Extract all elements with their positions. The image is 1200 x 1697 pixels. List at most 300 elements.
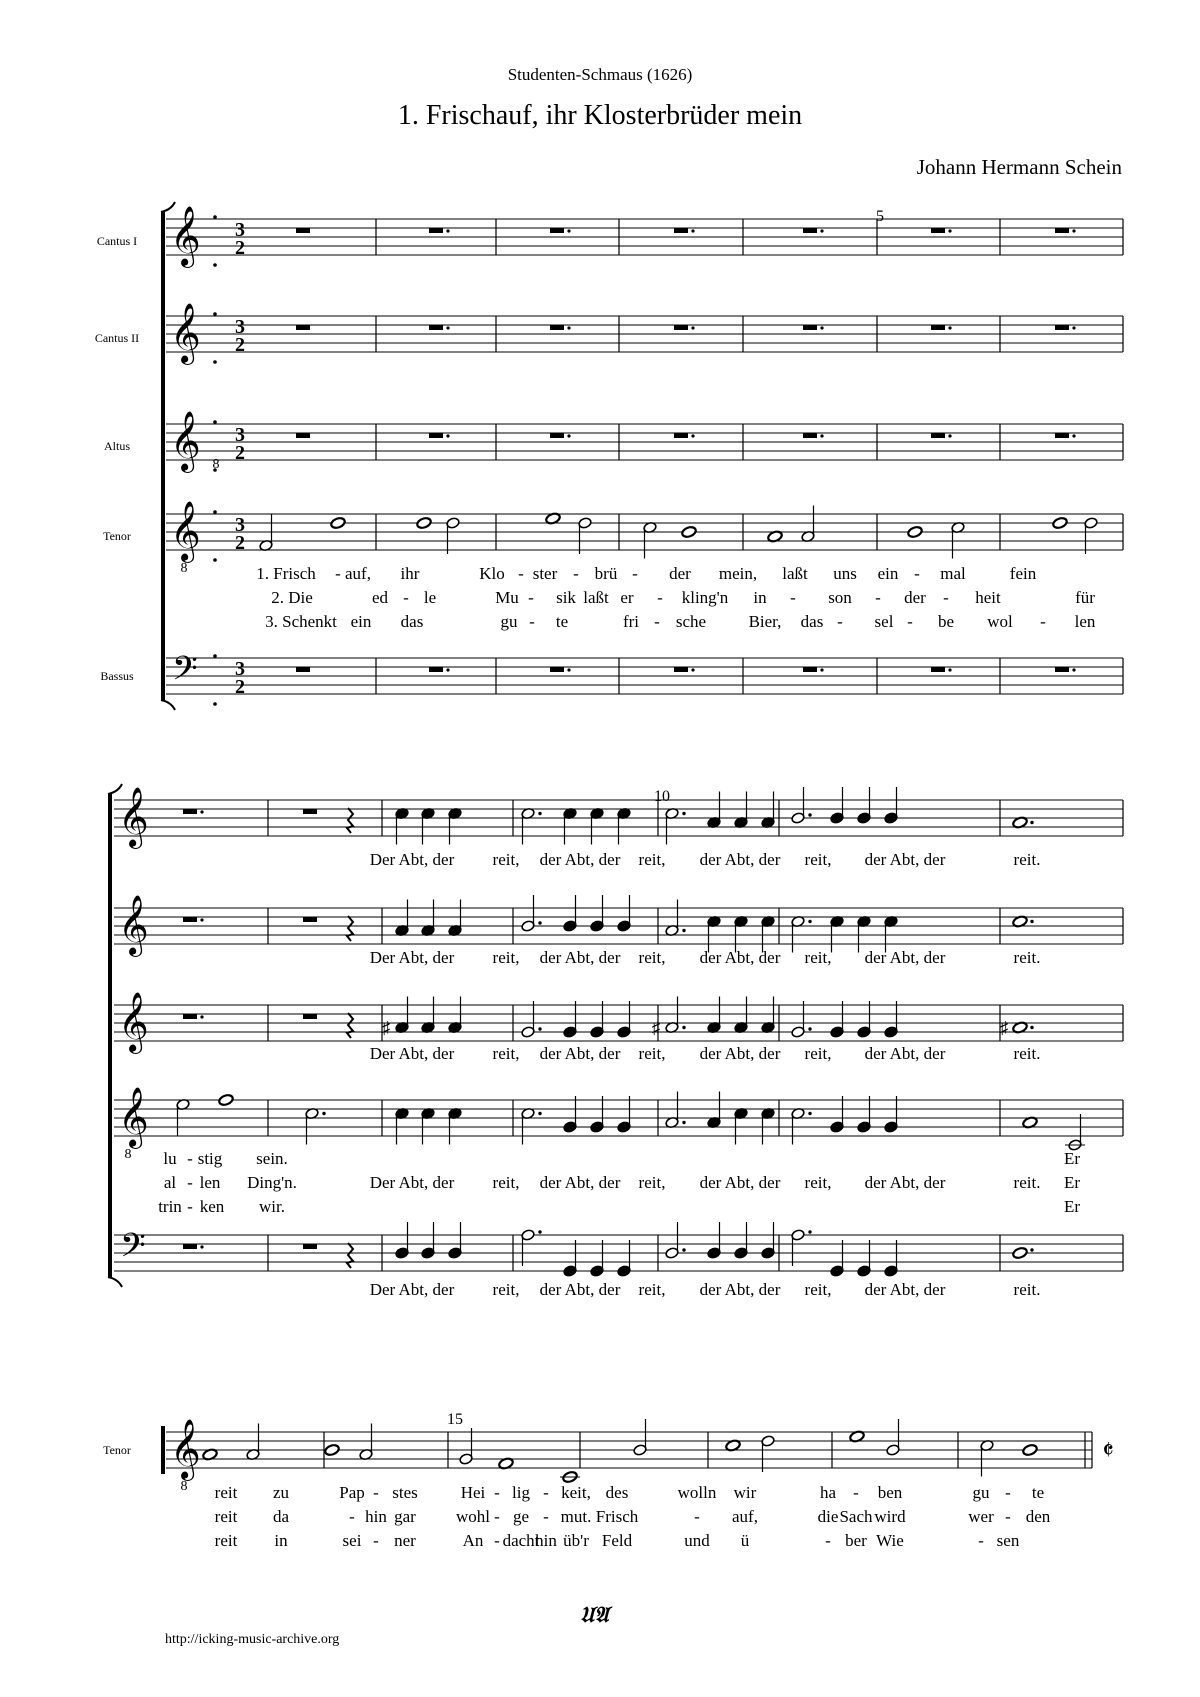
note-mark bbox=[980, 1439, 994, 1476]
lyric-syllable: Er bbox=[1063, 1149, 1081, 1168]
svg-text:3: 3 bbox=[235, 219, 245, 241]
note-mark bbox=[590, 1001, 604, 1038]
lyric-syllable: - bbox=[543, 1483, 549, 1502]
treble-clef-icon: 𝄞 bbox=[170, 413, 201, 470]
lyric-syllable: reit, bbox=[638, 948, 666, 967]
lyric-syllable: - bbox=[335, 564, 341, 583]
dot-mark bbox=[200, 918, 203, 921]
note-mark bbox=[761, 1222, 775, 1259]
svg-text:♯: ♯ bbox=[381, 1018, 391, 1038]
lyric-syllable: sche bbox=[675, 612, 707, 631]
lyric-syllable: reit. bbox=[1013, 948, 1041, 967]
lyric-syllable: in bbox=[753, 588, 767, 607]
rest-mark bbox=[183, 809, 197, 814]
lyric-syllable: Er bbox=[1063, 1197, 1081, 1216]
clef-octave-mark: 8 bbox=[212, 457, 220, 472]
composer: Johann Hermann Schein bbox=[916, 155, 1122, 179]
note-mark bbox=[395, 900, 409, 937]
note-mark bbox=[1052, 516, 1068, 529]
rest-mark bbox=[296, 325, 310, 330]
note-mark bbox=[665, 900, 686, 937]
note-mark bbox=[681, 525, 697, 538]
note-mark bbox=[563, 1001, 577, 1038]
lyric-syllable: reit. bbox=[1013, 1280, 1041, 1299]
lyric-syllable: brü bbox=[594, 564, 618, 583]
note-mark bbox=[857, 915, 871, 952]
dot-mark bbox=[948, 326, 951, 329]
rest-mark bbox=[183, 1244, 197, 1249]
lyric-syllable: der Abt, der bbox=[539, 1173, 621, 1192]
lyric-syllable: son bbox=[828, 588, 852, 607]
note-mark bbox=[830, 1096, 844, 1133]
note-mark bbox=[665, 1222, 686, 1259]
bass-clef-icon: 𝄢 bbox=[172, 650, 198, 695]
part-label: Bassus bbox=[100, 669, 134, 683]
rest-mark bbox=[303, 1244, 317, 1249]
dot-mark bbox=[213, 558, 217, 562]
lyric-syllable: - bbox=[694, 1507, 700, 1526]
lyric-syllable: le bbox=[423, 588, 437, 607]
note-mark bbox=[563, 895, 577, 932]
lyric-syllable: - bbox=[853, 1483, 859, 1502]
lyric-syllable: al bbox=[163, 1173, 177, 1192]
treble-clef-icon: 𝄞 bbox=[118, 1089, 149, 1146]
note-mark bbox=[521, 1229, 542, 1266]
treble-clef-icon: 𝄞 bbox=[170, 305, 201, 362]
lyric-syllable: reit, bbox=[638, 850, 666, 869]
svg-text:2: 2 bbox=[235, 334, 245, 356]
note-mark bbox=[259, 515, 273, 552]
lyric-syllable: reit, bbox=[804, 850, 832, 869]
note-mark bbox=[761, 915, 775, 952]
rest-mark bbox=[550, 325, 564, 330]
note-mark bbox=[421, 900, 435, 937]
note-mark bbox=[578, 517, 592, 554]
rest-mark bbox=[296, 228, 310, 233]
note-mark bbox=[884, 787, 898, 824]
part-label: Tenor bbox=[103, 1443, 131, 1457]
lyric-syllable: der Abt, der bbox=[864, 1280, 946, 1299]
treble-clef-icon: 𝄞 bbox=[170, 208, 201, 265]
lyric-syllable: der Abt, der bbox=[539, 1044, 621, 1063]
lyric-syllable: Wie bbox=[876, 1531, 904, 1550]
lyric-syllable: hin bbox=[535, 1531, 557, 1550]
note-mark bbox=[617, 1240, 631, 1277]
note-mark bbox=[707, 997, 721, 1034]
dot-mark bbox=[446, 229, 449, 232]
lyric-syllable: Sach bbox=[839, 1507, 873, 1526]
note-mark bbox=[857, 1001, 871, 1038]
dot-mark bbox=[691, 326, 694, 329]
lyric-syllable: der Abt, der bbox=[864, 1173, 946, 1192]
lyric-syllable: An bbox=[462, 1531, 484, 1550]
lyric-syllable: - bbox=[494, 1531, 500, 1550]
note-mark bbox=[1022, 1443, 1038, 1456]
lyric-syllable: lu bbox=[163, 1149, 177, 1168]
lyric-syllable: lig bbox=[512, 1483, 530, 1502]
note-mark bbox=[734, 792, 748, 829]
lyric-syllable: - bbox=[187, 1173, 193, 1192]
dot-mark bbox=[1072, 229, 1075, 232]
dot-mark bbox=[213, 420, 217, 424]
quarter-rest-mark bbox=[347, 808, 353, 833]
lyric-syllable: des bbox=[605, 1483, 629, 1502]
svg-text:3: 3 bbox=[235, 658, 245, 680]
lyric-syllable: - bbox=[494, 1483, 500, 1502]
lyric-syllable: len bbox=[1074, 612, 1096, 631]
note-mark bbox=[590, 1240, 604, 1277]
note-mark bbox=[521, 1001, 542, 1038]
lyric-syllable: keit, bbox=[561, 1483, 591, 1502]
lyric-syllable: der Abt, der bbox=[699, 1280, 781, 1299]
dot-mark bbox=[1072, 668, 1075, 671]
note-mark bbox=[521, 895, 542, 932]
note-mark bbox=[590, 895, 604, 932]
note-mark bbox=[617, 1001, 631, 1038]
lyric-syllable: - bbox=[1005, 1483, 1011, 1502]
lyric-syllable: - bbox=[654, 612, 660, 631]
lyric-syllable: - bbox=[978, 1531, 984, 1550]
lyric-syllable: Frisch bbox=[595, 1507, 639, 1526]
lyric-syllable: Feld bbox=[601, 1531, 633, 1550]
lyric-syllable: sei bbox=[342, 1531, 362, 1550]
note-mark bbox=[734, 997, 748, 1034]
lyric-syllable: reit, bbox=[638, 1173, 666, 1192]
note-mark bbox=[761, 1435, 775, 1472]
lyric-syllable: reit bbox=[214, 1483, 238, 1502]
dot-mark bbox=[820, 434, 823, 437]
lyric-syllable: stes bbox=[392, 1483, 418, 1502]
note-mark bbox=[857, 1096, 871, 1133]
lyric-syllable: - bbox=[632, 564, 638, 583]
lyric-syllable: - bbox=[943, 588, 949, 607]
lyric-syllable: ein bbox=[350, 612, 372, 631]
quarter-rest-mark bbox=[347, 916, 353, 941]
lyric-syllable: be bbox=[937, 612, 955, 631]
time-signature bbox=[235, 424, 245, 464]
note-mark bbox=[734, 1222, 748, 1259]
lyric-syllable: reit, bbox=[492, 1280, 520, 1299]
lyric-syllable: - bbox=[825, 1531, 831, 1550]
rest-mark bbox=[429, 667, 443, 672]
staff-cantus-i bbox=[166, 219, 1123, 255]
svg-text:♯: ♯ bbox=[651, 1018, 661, 1038]
svg-text:2: 2 bbox=[235, 676, 245, 698]
treble-clef-icon: 𝄞 bbox=[118, 789, 149, 846]
note-mark bbox=[830, 787, 844, 824]
note-mark bbox=[761, 1107, 775, 1144]
lyric-syllable: wohl bbox=[456, 1507, 490, 1526]
rest-mark bbox=[183, 1014, 197, 1019]
lyric-syllable: da bbox=[272, 1507, 290, 1526]
lyric-syllable: Der Abt, der bbox=[369, 948, 455, 967]
lyric-syllable: Der Abt, der bbox=[369, 1044, 455, 1063]
lyric-syllable: wolln bbox=[677, 1483, 717, 1502]
lyric-syllable: - bbox=[494, 1507, 500, 1526]
note-mark bbox=[791, 1229, 812, 1266]
note-mark bbox=[617, 807, 631, 844]
lyric-syllable: für bbox=[1075, 588, 1095, 607]
dot-mark bbox=[446, 326, 449, 329]
staff-bassus-sys2 bbox=[114, 1235, 1123, 1271]
lyric-syllable: Ding'n. bbox=[247, 1173, 297, 1192]
dot-mark bbox=[567, 326, 570, 329]
note-mark bbox=[521, 807, 542, 844]
lyric-syllable: ber bbox=[845, 1531, 867, 1550]
bass-clef-icon: 𝄢 bbox=[120, 1227, 146, 1272]
note-mark bbox=[886, 1419, 900, 1456]
lyric-syllable: reit, bbox=[492, 1173, 520, 1192]
part-label: Altus bbox=[103, 439, 131, 453]
lyric-syllable: reit, bbox=[804, 1044, 832, 1063]
svg-text:3: 3 bbox=[235, 316, 245, 338]
lyric-syllable: üb'r bbox=[563, 1531, 589, 1550]
lyric-syllable: dacht bbox=[502, 1531, 540, 1550]
note-mark bbox=[665, 807, 686, 844]
lyric-syllable: reit. bbox=[1013, 1173, 1041, 1192]
lyric-syllable: Der Abt, der bbox=[369, 850, 455, 869]
page-title: 1. Frischauf, ihr Klosterbrüder mein bbox=[397, 100, 803, 131]
lyric-syllable: die bbox=[817, 1507, 839, 1526]
lyric-syllable: ed bbox=[371, 588, 389, 607]
lyric-syllable: wird bbox=[874, 1507, 906, 1526]
dot-mark bbox=[567, 229, 570, 232]
staff-bassus bbox=[166, 658, 1123, 694]
note-mark bbox=[305, 1107, 326, 1144]
lyric-syllable: reit, bbox=[492, 948, 520, 967]
note-mark bbox=[907, 525, 923, 538]
lyric-syllable: - bbox=[907, 612, 913, 631]
note-mark bbox=[830, 1240, 844, 1277]
svg-text:2: 2 bbox=[235, 442, 245, 464]
dot-mark bbox=[200, 810, 203, 813]
dot-mark bbox=[213, 654, 217, 658]
note-mark bbox=[830, 915, 844, 952]
lyric-syllable: - bbox=[543, 1507, 549, 1526]
rest-mark bbox=[1055, 433, 1069, 438]
lyric-syllable: laßt bbox=[782, 564, 808, 583]
note-mark bbox=[707, 915, 721, 952]
lyric-syllable: wir bbox=[733, 1483, 757, 1502]
note-mark bbox=[633, 1419, 647, 1456]
rest-mark bbox=[303, 809, 317, 814]
rest-mark bbox=[674, 228, 688, 233]
lyric-syllable: das bbox=[400, 612, 424, 631]
lyric-syllable: ner bbox=[394, 1531, 416, 1550]
lyric-syllable: der Abt, der bbox=[539, 1280, 621, 1299]
lyric-syllable: ster bbox=[532, 564, 558, 583]
note-mark bbox=[448, 807, 462, 844]
lyric-syllable: - bbox=[914, 564, 920, 583]
note-mark bbox=[857, 787, 871, 824]
footer-url[interactable]: http://icking-music-archive.org bbox=[165, 1632, 340, 1647]
clef-octave-mark: 8 bbox=[180, 1479, 188, 1494]
treble-clef-icon: 𝄞 bbox=[170, 503, 201, 560]
lyric-syllable: mal bbox=[940, 564, 966, 583]
lyric-syllable: ha bbox=[819, 1483, 837, 1502]
lyric-syllable: uns bbox=[833, 564, 857, 583]
lyric-syllable: reit, bbox=[804, 1173, 832, 1192]
quarter-rest-mark bbox=[347, 1013, 353, 1038]
dot-mark bbox=[691, 229, 694, 232]
dot-mark bbox=[948, 434, 951, 437]
note-mark bbox=[395, 1222, 409, 1259]
dot-mark bbox=[213, 312, 217, 316]
lyric-syllable: ken bbox=[199, 1197, 225, 1216]
note-mark bbox=[448, 1222, 462, 1259]
note-mark bbox=[448, 900, 462, 937]
note-mark bbox=[830, 1001, 844, 1038]
lyric-syllable: len bbox=[199, 1173, 221, 1192]
time-signature bbox=[235, 658, 245, 698]
lyric-syllable: Der Abt, der bbox=[369, 1280, 455, 1299]
note-mark bbox=[590, 807, 604, 844]
dot-mark bbox=[820, 229, 823, 232]
rest-mark bbox=[303, 917, 317, 922]
lyric-syllable: - bbox=[790, 588, 796, 607]
lyric-syllable: - bbox=[837, 612, 843, 631]
svg-text:♯: ♯ bbox=[999, 1018, 1009, 1038]
dot-mark bbox=[213, 263, 217, 267]
lyric-syllable: - bbox=[518, 564, 524, 583]
note-mark bbox=[1065, 1114, 1085, 1151]
measure-number: 5 bbox=[876, 208, 884, 225]
measure-number: 15 bbox=[447, 1411, 463, 1428]
lyric-syllable: mut. bbox=[560, 1507, 592, 1526]
lyric-syllable: der Abt, der bbox=[699, 1173, 781, 1192]
treble-clef-icon: 𝄞 bbox=[118, 994, 149, 1051]
lyric-syllable: - bbox=[187, 1197, 193, 1216]
svg-text:2: 2 bbox=[235, 237, 245, 259]
lyric-syllable: der Abt, der bbox=[699, 850, 781, 869]
lyric-syllable: - bbox=[657, 588, 663, 607]
lyric-syllable: wer bbox=[968, 1507, 994, 1526]
lyric-syllable: reit, bbox=[638, 1280, 666, 1299]
dot-mark bbox=[567, 668, 570, 671]
time-signature bbox=[235, 316, 245, 356]
rest-mark bbox=[429, 433, 443, 438]
lyric-syllable: Der Abt, der bbox=[369, 1173, 455, 1192]
part-label: Cantus II bbox=[94, 331, 140, 345]
note-mark bbox=[791, 1001, 812, 1038]
rest-mark bbox=[429, 325, 443, 330]
dot-mark bbox=[1072, 326, 1075, 329]
clef-octave-mark: 8 bbox=[180, 561, 188, 576]
note-mark bbox=[563, 807, 577, 844]
dot-mark bbox=[200, 1015, 203, 1018]
lyric-syllable: - bbox=[187, 1149, 193, 1168]
part-label: Tenor bbox=[103, 529, 131, 543]
note-mark bbox=[617, 895, 631, 932]
lyric-syllable: der Abt, der bbox=[864, 850, 946, 869]
rest-mark bbox=[183, 917, 197, 922]
rest-mark bbox=[296, 667, 310, 672]
lyric-syllable: der bbox=[669, 564, 691, 583]
note-mark bbox=[563, 1240, 577, 1277]
lyric-syllable: ge bbox=[512, 1507, 530, 1526]
lyric-syllable: reit. bbox=[1013, 850, 1041, 869]
time-signature bbox=[235, 514, 245, 554]
dot-mark bbox=[446, 434, 449, 437]
lyric-syllable: ü bbox=[740, 1531, 750, 1550]
staff-altus bbox=[166, 424, 1123, 460]
lyric-syllable: Er bbox=[1063, 1173, 1081, 1192]
dot-mark bbox=[567, 434, 570, 437]
time-signature bbox=[235, 219, 245, 259]
staff-tenor-sys3 bbox=[166, 1432, 1092, 1468]
staff-cantus-ii bbox=[166, 316, 1123, 352]
lyric-syllable: reit, bbox=[804, 948, 832, 967]
lyric-syllable: te bbox=[1031, 1483, 1045, 1502]
lyric-syllable: - bbox=[528, 588, 534, 607]
note-mark bbox=[176, 1098, 190, 1135]
lyric-syllable: Hei bbox=[460, 1483, 486, 1502]
treble-clef-icon: 𝄞 bbox=[118, 897, 149, 954]
lyric-syllable: sen bbox=[996, 1531, 1020, 1550]
lyric-syllable: mein, bbox=[718, 564, 758, 583]
lyric-syllable: fri bbox=[622, 612, 640, 631]
svg-text:3: 3 bbox=[235, 514, 245, 536]
rest-mark bbox=[803, 325, 817, 330]
lyric-syllable: Bier, bbox=[748, 612, 782, 631]
dot-mark bbox=[691, 434, 694, 437]
rest-mark bbox=[1055, 325, 1069, 330]
dot-mark bbox=[213, 360, 217, 364]
lyric-syllable: 2. Die bbox=[271, 588, 313, 607]
lyric-syllable: gu bbox=[500, 612, 518, 631]
lyric-syllable: reit. bbox=[1013, 1044, 1041, 1063]
note-mark bbox=[421, 1107, 435, 1144]
lyric-syllable: reit, bbox=[492, 1044, 520, 1063]
note-mark bbox=[652, 997, 686, 1038]
rest-mark bbox=[1055, 667, 1069, 672]
lyric-syllable: zu bbox=[272, 1483, 290, 1502]
note-mark bbox=[560, 1470, 580, 1483]
lyric-syllable: reit, bbox=[804, 1280, 832, 1299]
rest-mark bbox=[674, 325, 688, 330]
lyric-syllable: Mu bbox=[495, 588, 519, 607]
lyric-syllable: - bbox=[1040, 612, 1046, 631]
note-mark bbox=[421, 807, 435, 844]
dot-mark bbox=[213, 702, 217, 706]
rest-mark bbox=[931, 433, 945, 438]
rest-mark bbox=[674, 667, 688, 672]
note-mark bbox=[707, 792, 721, 829]
note-mark bbox=[1000, 1019, 1034, 1038]
note-mark bbox=[761, 997, 775, 1034]
note-mark bbox=[330, 516, 346, 529]
note-mark bbox=[563, 1096, 577, 1133]
lyric-syllable: ein bbox=[877, 564, 899, 583]
lyric-syllable: gu bbox=[972, 1483, 990, 1502]
lyric-syllable: - bbox=[1005, 1507, 1011, 1526]
note-mark bbox=[395, 1107, 409, 1144]
lyric-syllable: fein bbox=[1009, 564, 1037, 583]
lyric-syllable: - bbox=[373, 1483, 379, 1502]
dot-mark bbox=[948, 229, 951, 232]
note-mark bbox=[801, 506, 815, 543]
lyric-syllable: 3. Schenkt bbox=[265, 612, 337, 631]
dot-mark bbox=[200, 1245, 203, 1248]
note-mark bbox=[734, 1107, 748, 1144]
lyric-syllable: Pap bbox=[339, 1483, 365, 1502]
lyric-syllable: der bbox=[904, 588, 926, 607]
note-mark bbox=[359, 1424, 373, 1461]
lyric-syllable: hin bbox=[365, 1507, 387, 1526]
rest-mark bbox=[803, 228, 817, 233]
svg-text:2: 2 bbox=[235, 532, 245, 554]
lyric-syllable: auf, bbox=[345, 564, 371, 583]
